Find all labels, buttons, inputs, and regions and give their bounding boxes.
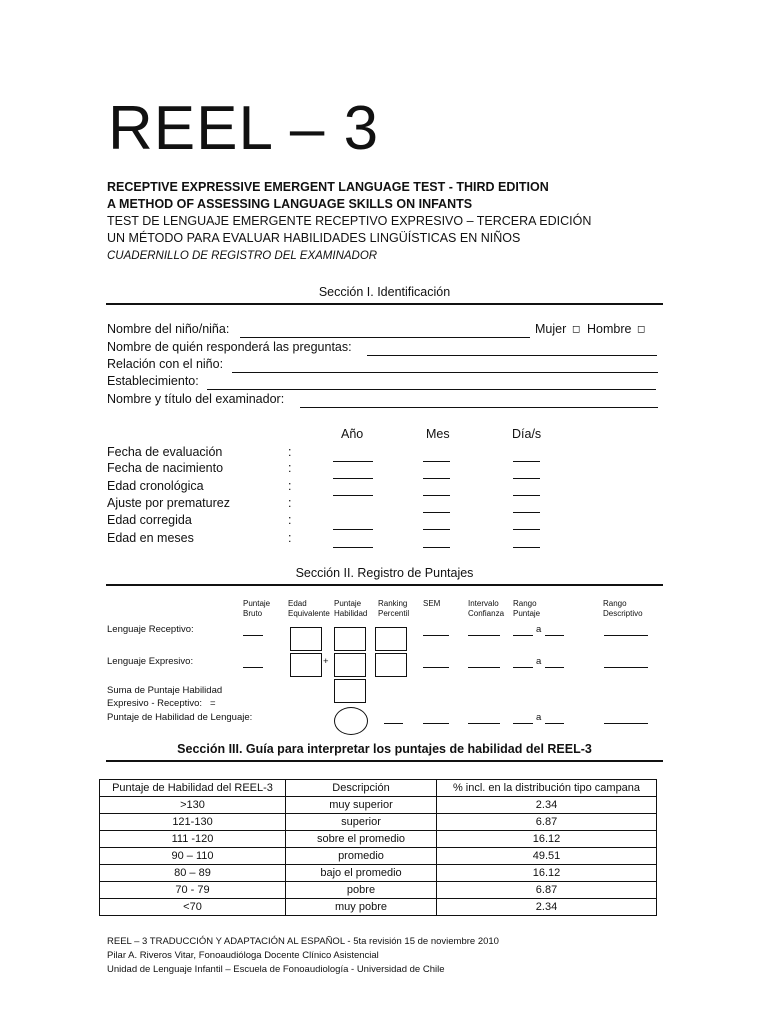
- relation-label: Relación con el niño:: [107, 357, 224, 371]
- table-header-cell: Descripción: [286, 780, 437, 797]
- table-cell: 80 – 89: [100, 865, 286, 882]
- section-1-rule: [106, 303, 663, 305]
- eval-year-input[interactable]: [333, 461, 373, 462]
- header-line-1: RECEPTIVE EXPRESSIVE EMERGENT LANGUAGE TEST - THIRD EDITION: [107, 180, 549, 194]
- header-line-4: UN MÉTODO PARA EVALUAR HABILIDADES LINGÜÍSTICAS EN NIÑOS: [107, 231, 521, 245]
- eval-date-label: Fecha de evaluación: [107, 445, 223, 459]
- prematurity-label: Ajuste por prematurez: [107, 496, 230, 510]
- colon: :: [288, 531, 292, 545]
- col-header-age-eq: Edad Equivalente: [288, 599, 330, 618]
- relation-input[interactable]: [232, 372, 658, 373]
- table-row: [100, 814, 657, 831]
- table-cell: bajo el promedio: [286, 865, 437, 882]
- section-3-rule: [106, 760, 663, 762]
- table-cell: 111 -120: [100, 831, 286, 848]
- table-row: [100, 797, 657, 814]
- chrono-day-input[interactable]: [513, 495, 540, 496]
- eval-day-input[interactable]: [513, 461, 540, 462]
- ability-interval-input[interactable]: [468, 723, 500, 724]
- expressive-label: Lenguaje Expresivo:: [107, 656, 194, 667]
- colon: :: [288, 496, 292, 510]
- expressive-sem-input[interactable]: [423, 667, 449, 668]
- table-row: [100, 831, 657, 848]
- range-separator: a: [536, 624, 542, 635]
- premature-day-input[interactable]: [513, 512, 540, 513]
- birth-year-input[interactable]: [333, 478, 373, 479]
- ability-range-low[interactable]: [513, 723, 533, 724]
- table-cell: promedio: [286, 848, 437, 865]
- expressive-ability-box[interactable]: [334, 653, 366, 677]
- header-subtitle: CUADERNILLO DE REGISTRO DEL EXAMINADOR: [107, 250, 378, 262]
- plus-sign: +: [323, 656, 329, 667]
- col-header-interval: Intervalo Confianza: [468, 599, 505, 618]
- footer-line-1: REEL – 3 TRADUCCIÓN Y ADAPTACIÓN AL ESPAÑOL - 5ta revisión 15 de noviembre 2010: [107, 936, 499, 947]
- ability-desc-input[interactable]: [604, 723, 648, 724]
- table-cell: 16.12: [437, 865, 657, 882]
- table-cell: pobre: [286, 882, 437, 899]
- table-row: [100, 882, 657, 899]
- footer-line-3: Unidad de Lenguaje Infantil – Escuela de Fonoaudiología - Universidad de Chile: [107, 964, 445, 975]
- range-separator: a: [536, 712, 542, 723]
- table-cell: 6.87: [437, 814, 657, 831]
- months-age-label: Edad en meses: [107, 531, 194, 545]
- ability-sem-input[interactable]: [423, 723, 449, 724]
- child-name-input[interactable]: [240, 337, 530, 338]
- sum-ability-box[interactable]: [334, 679, 366, 703]
- table-cell: sobre el promedio: [286, 831, 437, 848]
- month-header: Mes: [426, 427, 450, 441]
- col-header-score-range: Rango Puntaje: [513, 599, 541, 618]
- receptive-range-high[interactable]: [545, 635, 564, 636]
- expressive-interval-input[interactable]: [468, 667, 500, 668]
- table-row: [100, 899, 657, 916]
- table-row: [100, 848, 657, 865]
- chrono-age-label: Edad cronológica: [107, 479, 204, 493]
- table-cell: muy superior: [286, 797, 437, 814]
- receptive-desc-input[interactable]: [604, 635, 648, 636]
- col-header-ability: Puntaje Habilidad: [334, 599, 368, 618]
- colon: :: [288, 479, 292, 493]
- respondent-label: Nombre de quién responderá las preguntas:: [107, 340, 352, 354]
- table-cell: <70: [100, 899, 286, 916]
- receptive-percentile-box[interactable]: [375, 627, 407, 651]
- months-day-input[interactable]: [513, 547, 540, 548]
- section-2-rule: [106, 584, 663, 586]
- chrono-year-input[interactable]: [333, 495, 373, 496]
- months-year-input[interactable]: [333, 547, 373, 548]
- expressive-percentile-box[interactable]: [375, 653, 407, 677]
- corrected-year-input[interactable]: [333, 529, 373, 530]
- section-3-title: Sección III. Guía para interpretar los puntajes de habilidad del REEL-3: [177, 742, 592, 756]
- header-line-3: TEST DE LENGUAJE EMERGENTE RECEPTIVO EXPRESIVO – TERCERA EDICIÓN: [107, 214, 592, 228]
- table-cell: 6.87: [437, 882, 657, 899]
- examiner-label: Nombre y título del examinador:: [107, 392, 285, 406]
- receptive-interval-input[interactable]: [468, 635, 500, 636]
- expressive-age-box[interactable]: [290, 653, 322, 677]
- expressive-desc-input[interactable]: [604, 667, 648, 668]
- eval-month-input[interactable]: [423, 461, 450, 462]
- birth-month-input[interactable]: [423, 478, 450, 479]
- chrono-month-input[interactable]: [423, 495, 450, 496]
- male-checkbox[interactable]: ◻: [637, 324, 646, 335]
- table-cell: muy pobre: [286, 899, 437, 916]
- table-cell: >130: [100, 797, 286, 814]
- col-header-sem: SEM: [423, 599, 441, 608]
- table-cell: superior: [286, 814, 437, 831]
- col-header-percentile: Ranking Percentil: [378, 599, 410, 618]
- corrected-month-input[interactable]: [423, 529, 450, 530]
- ability-percentile-input[interactable]: [384, 723, 403, 724]
- months-month-input[interactable]: [423, 547, 450, 548]
- birth-date-label: Fecha de nacimiento: [107, 461, 224, 475]
- child-name-label: Nombre del niño/niña:: [107, 322, 230, 336]
- receptive-raw-input[interactable]: [243, 635, 263, 636]
- section-1-title: Sección I. Identificación: [318, 285, 451, 299]
- establishment-input[interactable]: [207, 389, 656, 390]
- colon: :: [288, 461, 292, 475]
- ability-circle[interactable]: [334, 707, 368, 735]
- table-cell: 49.51: [437, 848, 657, 865]
- table-cell: 121-130: [100, 814, 286, 831]
- col-header-raw: Puntaje Bruto: [243, 599, 271, 618]
- colon: :: [288, 513, 292, 527]
- receptive-age-box[interactable]: [290, 627, 322, 651]
- col-header-desc-range: Rango Descriptivo: [603, 599, 643, 618]
- table-cell: 90 – 110: [100, 848, 286, 865]
- female-checkbox[interactable]: ◻: [572, 324, 581, 335]
- table-header-cell: % incl. en la distribución tipo campana: [437, 780, 657, 797]
- receptive-range-low[interactable]: [513, 635, 533, 636]
- document-title: REEL – 3: [108, 94, 380, 163]
- expressive-raw-input[interactable]: [243, 667, 263, 668]
- day-header: Día/s: [512, 427, 542, 441]
- interpretation-table: [99, 779, 657, 916]
- sum-label: Suma de Puntaje Habilidad Expresivo - Receptivo: =: [107, 685, 223, 709]
- header-line-2: A METHOD OF ASSESSING LANGUAGE SKILLS ON INFANTS: [107, 197, 473, 211]
- receptive-label: Lenguaje Receptivo:: [107, 624, 194, 635]
- table-cell: 2.34: [437, 797, 657, 814]
- birth-day-input[interactable]: [513, 478, 540, 479]
- corrected-day-input[interactable]: [513, 529, 540, 530]
- expressive-range-low[interactable]: [513, 667, 533, 668]
- year-header: Año: [341, 427, 364, 441]
- table-cell: 70 - 79: [100, 882, 286, 899]
- table-header-row: [100, 780, 657, 797]
- range-separator: a: [536, 656, 542, 667]
- colon: :: [288, 445, 292, 459]
- expressive-range-high[interactable]: [545, 667, 564, 668]
- table-row: [100, 865, 657, 882]
- table-cell: 16.12: [437, 831, 657, 848]
- respondent-input[interactable]: [367, 355, 657, 356]
- establishment-label: Establecimiento:: [107, 374, 199, 388]
- premature-month-input[interactable]: [423, 512, 450, 513]
- section-2-title: Sección II. Registro de Puntajes: [295, 566, 474, 580]
- male-label: Hombre: [587, 322, 632, 336]
- receptive-ability-box[interactable]: [334, 627, 366, 651]
- examiner-input[interactable]: [300, 407, 658, 408]
- corrected-age-label: Edad corregida: [107, 513, 192, 527]
- footer-line-2: Pilar A. Riveros Vitar, Fonoaudióloga Docente Clínico Asistencial: [107, 950, 379, 961]
- ability-label: Puntaje de Habilidad de Lenguaje:: [107, 712, 253, 723]
- table-header-cell: Puntaje de Habilidad del REEL-3: [100, 780, 286, 797]
- female-label: Mujer: [535, 322, 567, 336]
- ability-range-high[interactable]: [545, 723, 564, 724]
- table-cell: 2.34: [437, 899, 657, 916]
- receptive-sem-input[interactable]: [423, 635, 449, 636]
